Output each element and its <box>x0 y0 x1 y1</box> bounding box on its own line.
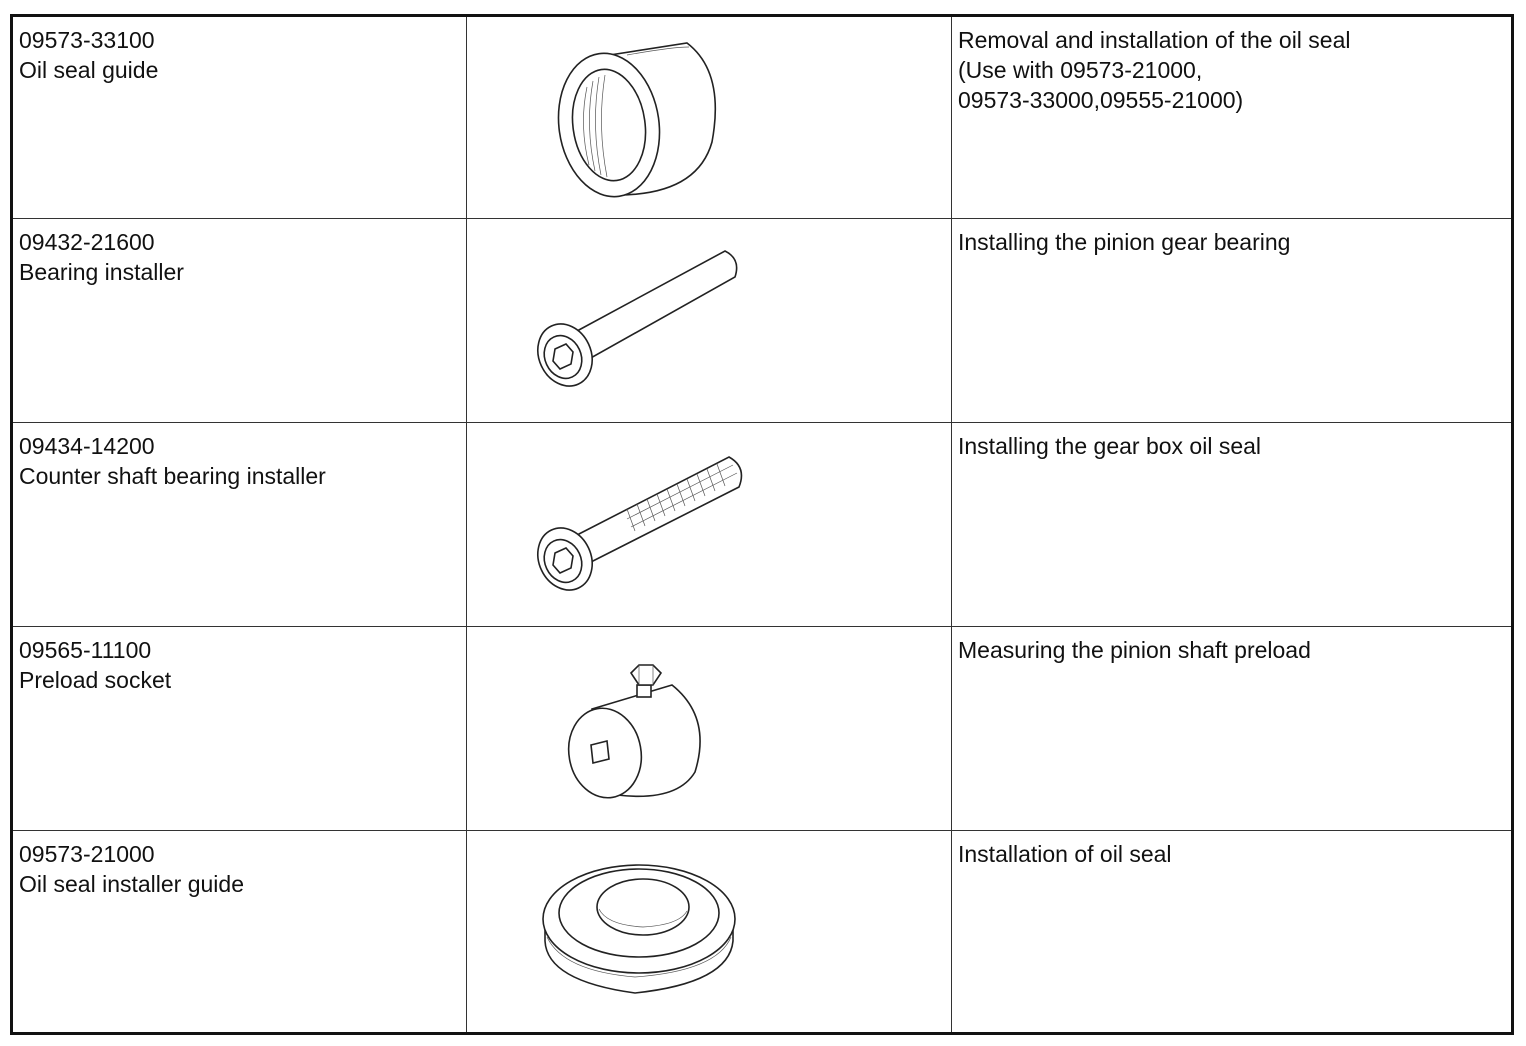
description-line: Measuring the pinion shaft preload <box>958 636 1311 663</box>
part-name: Counter shaft bearing installer <box>19 463 326 490</box>
oil-seal-guide-drawing <box>467 17 951 217</box>
part-cell <box>12 830 467 1033</box>
description-cell <box>952 16 1513 219</box>
description-cell <box>952 830 1513 1033</box>
description-line: Installing the pinion gear bearing <box>958 229 1291 256</box>
preload-socket-drawing <box>467 627 951 827</box>
part-number: 09432-21600 <box>19 229 155 256</box>
description-line: Installation of oil seal <box>958 840 1172 867</box>
illustration-cell <box>467 16 952 219</box>
description-line: Removal and installation of the oil seal <box>958 27 1351 53</box>
table-row <box>12 423 1513 626</box>
description-cell <box>952 219 1513 423</box>
counter-shaft-bearing-installer-drawing <box>467 423 951 623</box>
part-cell <box>12 423 467 626</box>
table-row <box>12 219 1513 423</box>
illustration-cell <box>467 423 952 626</box>
part-name: Bearing installer <box>19 259 184 286</box>
illustration-cell <box>467 626 952 830</box>
oil-seal-installer-guide-drawing <box>467 831 951 1031</box>
part-number: 09565-11100 <box>19 636 152 663</box>
description-cell <box>952 423 1513 626</box>
table-row <box>12 830 1513 1033</box>
part-name: Preload socket <box>19 666 172 693</box>
description-line: 09573-33000,09555-21000) <box>958 87 1244 113</box>
illustration-cell <box>467 830 952 1033</box>
part-name: Oil seal installer guide <box>19 870 245 897</box>
part-cell <box>12 219 467 423</box>
table-row <box>12 626 1513 830</box>
part-number: 09573-33100 <box>19 27 155 53</box>
description-line: Installing the gear box oil seal <box>958 433 1262 460</box>
part-name: Oil seal guide <box>19 57 159 83</box>
description-line: (Use with 09573-21000, <box>958 57 1203 83</box>
table-row <box>12 16 1513 219</box>
special-tools-table <box>10 14 1514 1035</box>
bearing-installer-drawing <box>467 219 951 419</box>
part-number: 09434-14200 <box>19 433 155 460</box>
part-cell <box>12 16 467 219</box>
description-cell <box>952 626 1513 830</box>
part-cell <box>12 626 467 830</box>
part-number: 09573-21000 <box>19 840 155 867</box>
illustration-cell <box>467 219 952 423</box>
